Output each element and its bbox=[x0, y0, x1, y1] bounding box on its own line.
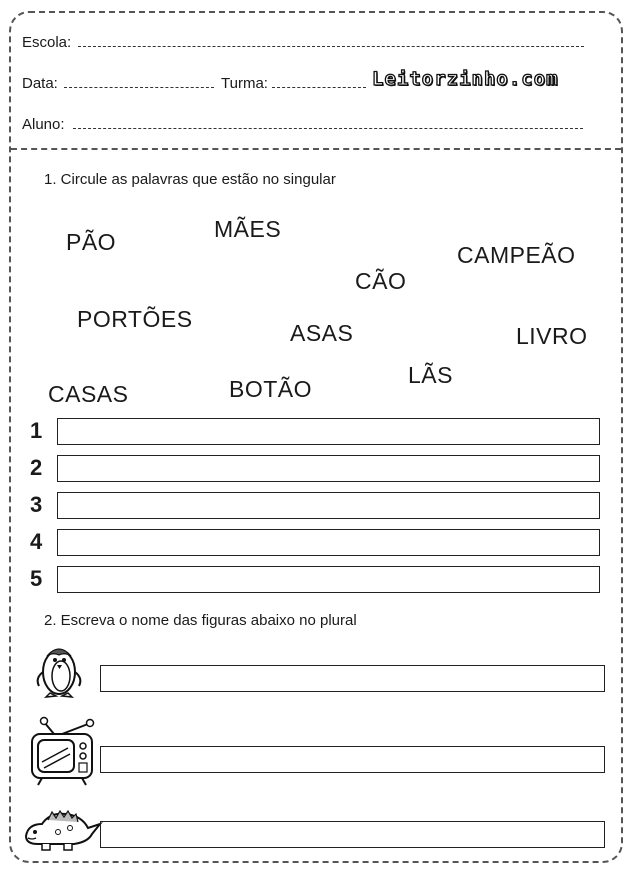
site-logo: Leitorzinho.com bbox=[372, 68, 559, 90]
answer-number-1: 1 bbox=[30, 418, 43, 443]
figure-answer-box-2[interactable] bbox=[100, 746, 605, 773]
turma-field[interactable] bbox=[272, 87, 366, 88]
answer-box-1[interactable] bbox=[57, 418, 600, 445]
figure-answer-box-1[interactable] bbox=[100, 665, 605, 692]
penguin-icon bbox=[28, 638, 90, 700]
header-divider bbox=[11, 148, 621, 150]
word-maes[interactable]: MÃES bbox=[214, 216, 282, 242]
television-icon bbox=[24, 716, 100, 788]
data-field[interactable] bbox=[64, 87, 214, 88]
answer-number-3: 3 bbox=[30, 492, 43, 517]
answer-box-2[interactable] bbox=[57, 455, 600, 482]
word-las[interactable]: LÃS bbox=[408, 362, 453, 388]
word-casas[interactable]: CASAS bbox=[48, 381, 129, 407]
aluno-label: Aluno: bbox=[22, 116, 65, 133]
exercise-2-instruction: 2. Escreva o nome das figuras abaixo no plural bbox=[44, 612, 357, 629]
answer-box-4[interactable] bbox=[57, 529, 600, 556]
word-portoes[interactable]: PORTÕES bbox=[77, 306, 193, 332]
turma-label: Turma: bbox=[221, 75, 268, 92]
word-cao[interactable]: CÃO bbox=[355, 268, 407, 294]
word-livro[interactable]: LIVRO bbox=[516, 323, 588, 349]
exercise-1-instruction: 1. Circule as palavras que estão no singular bbox=[44, 171, 336, 188]
answer-number-5: 5 bbox=[30, 566, 43, 591]
word-pao[interactable]: PÃO bbox=[66, 229, 117, 255]
aluno-field[interactable] bbox=[73, 128, 583, 129]
answer-number-4: 4 bbox=[30, 529, 43, 554]
escola-field[interactable] bbox=[78, 46, 584, 47]
data-label: Data: bbox=[22, 75, 58, 92]
answer-box-3[interactable] bbox=[57, 492, 600, 519]
figure-answer-box-3[interactable] bbox=[100, 821, 605, 848]
word-botao[interactable]: BOTÃO bbox=[229, 376, 313, 402]
word-campeao[interactable]: CAMPEÃO bbox=[457, 242, 576, 268]
escola-label: Escola: bbox=[22, 34, 72, 51]
word-asas[interactable]: ASAS bbox=[290, 320, 354, 346]
answer-number-2: 2 bbox=[30, 455, 43, 480]
answer-box-5[interactable] bbox=[57, 566, 600, 593]
dinosaur-icon bbox=[18, 802, 104, 854]
